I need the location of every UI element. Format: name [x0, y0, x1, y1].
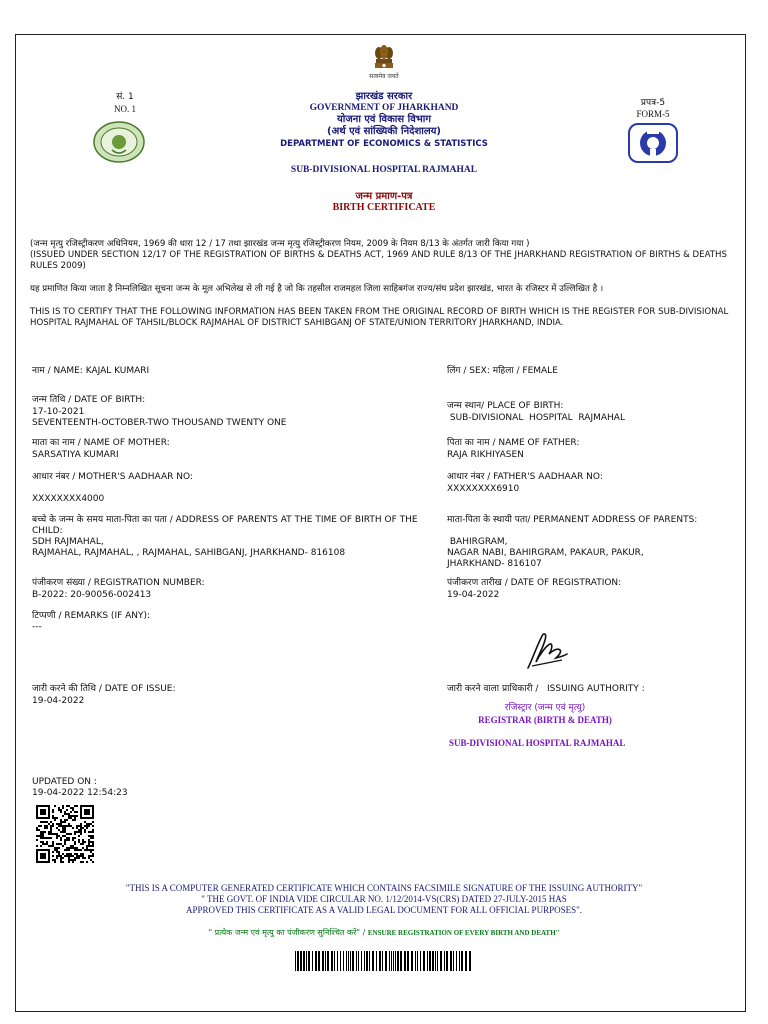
- father-name-label: पिता का नाम / NAME OF FATHER:: [447, 438, 580, 448]
- hospital-name: SUB-DIVISIONAL HOSPITAL RAJMAHAL: [290, 165, 478, 175]
- emblem-motto: सत्यमेव जयते: [369, 73, 399, 80]
- slogan-hindi: " प्रत्येक जन्म एवं मृत्यु का पंजीकरण सुनिश्चित करें" /: [208, 928, 366, 937]
- permanent-address-line3: JHARKHAND- 816107: [447, 559, 542, 569]
- footer-line-1: "THIS IS A COMPUTER GENERATED CERTIFICATE WHICH CONTAINS FACSIMILE SIGNATURE OF THE ISSUING AUTHORITY": [125, 883, 643, 893]
- address-birth-label: बच्चे के जन्म के समय माता-पिता का पता / ADDRESS OF PARENTS AT THE TIME OF BIRTH OF THE CHILD:: [32, 515, 418, 536]
- updated-on-label: UPDATED ON :: [32, 777, 97, 787]
- father-name-value: RAJA RIKHIYASEN: [447, 450, 524, 460]
- remarks-label: टिप्पणी / REMARKS (IF ANY):: [32, 611, 151, 621]
- date-of-registration-label: पंजीकरण तारीख / DATE OF REGISTRATION:: [447, 578, 622, 588]
- permanent-address-label: माता-पिता के स्थायी पता/ PERMANENT ADDRESS OF PARENTS:: [447, 515, 698, 525]
- address-birth-line2: RAJMAHAL, RAJMAHAL, , RAJMAHAL, SAHIBGANJ, JHARKHAND- 816108: [32, 548, 346, 558]
- registrar-hindi: रजिस्ट्रार (जन्म एवं मृत्यु): [504, 703, 586, 713]
- gov-english: GOVERNMENT OF JHARKHAND: [309, 103, 459, 113]
- footer-line-3: APPROVED THIS CERTIFICATE AS A VALID LEGAL DOCUMENT FOR ALL OFFICIAL PURPOSES".: [185, 905, 583, 915]
- national-emblem-icon: [371, 44, 397, 76]
- dept-english: DEPARTMENT OF ECONOMICS & STATISTICS: [280, 139, 488, 149]
- registration-number-label: पंजीकरण संख्या / REGISTRATION NUMBER:: [32, 578, 205, 588]
- slogan: [20, 927, 748, 939]
- form-hindi: प्रपत्र-5: [640, 98, 666, 108]
- mother-name-label: माता का नाम / NAME OF MOTHER:: [32, 438, 170, 448]
- title-hindi: जन्म प्रमाण-पत्र: [355, 191, 413, 202]
- no-english: NO. 1: [114, 104, 136, 114]
- jharkhand-seal-icon: [92, 120, 146, 164]
- no-hindi: सं. 1: [116, 92, 134, 102]
- place-of-birth-value: SUB-DIVISIONAL HOSPITAL RAJMAHAL: [447, 413, 625, 423]
- date-of-registration-value: 19-04-2022: [447, 590, 500, 600]
- gov-hindi: झारखंड सरकार: [355, 91, 413, 102]
- date-of-issue-label: जारी करने की तिथि / DATE OF ISSUE:: [32, 684, 176, 694]
- title-english: BIRTH CERTIFICATE: [332, 202, 436, 213]
- updated-on-value: 19-04-2022 12:54:23: [32, 788, 128, 798]
- address-birth-line1: SDH RAJMAHAL,: [32, 537, 104, 547]
- permanent-address-line2: NAGAR NABI, BAHIRGRAM, PAKAUR, PAKUR,: [447, 548, 644, 558]
- certify-english: THIS IS TO CERTIFY THAT THE FOLLOWING INFORMATION HAS BEEN TAKEN FROM THE ORIGINAL RECORD OF BIRTH WHICH IS THE REGISTER FOR SUB-DIVISIONAL HOSPITAL RAJMAHAL OF TAHSIL/BLOCK RAJMAHAL OF DISTRICT SAHIBGANJ OF STATE/UNION TERRITORY JHARKHAND, INDIA.: [30, 307, 729, 328]
- dept-hindi-1: योजना एवं विकास विभाग: [336, 114, 432, 125]
- certify-hindi: यह प्रमाणित किया जाता है निम्नलिखित सूचना जन्म के मूल अभिलेख से ली गई है जो कि तहसील राजमहल जिला साहिबगंज राज्य/संघ प्रदेश झारखंड, भारत के रजिस्टर में उल्लिखित है ।: [30, 284, 604, 294]
- date-of-issue-value: 19-04-2022: [32, 696, 85, 706]
- name-field: नाम / NAME: KAJAL KUMARI: [32, 366, 150, 376]
- signature-icon: [522, 626, 570, 674]
- remarks-value: ---: [32, 622, 42, 632]
- father-aadhaar-label: आधार नंबर / FATHER'S AADHAAR NO:: [447, 472, 603, 482]
- sex-field: लिंग / SEX: महिला / FEMALE: [447, 366, 558, 376]
- father-aadhaar-value: XXXXXXXX6910: [447, 484, 520, 494]
- issuing-authority-label: जारी करने वाला प्राधिकारी / ISSUING AUTHORITY :: [447, 684, 645, 694]
- crs-logo-icon: [628, 123, 678, 163]
- dob-value: 17-10-2021: [32, 407, 85, 417]
- barcode-icon: [295, 951, 473, 971]
- act-hindi: (जन्म मृत्यु रजिस्ट्रीकरण अधिनियम, 1969 की धारा 12 / 17 तथा झारखंड जन्म मृत्यु रजिस्ट्रीकरण नियम, 2009 के नियम 8/13 के अंतर्गत जारी किया गया ): [30, 239, 530, 249]
- place-of-birth-label: जन्म स्थान/ PLACE OF BIRTH:: [447, 401, 564, 411]
- registrar-english: REGISTRAR (BIRTH & DEATH): [478, 715, 612, 725]
- qr-code-icon: [36, 805, 94, 863]
- dob-words: SEVENTEENTH-OCTOBER-TWO THOUSAND TWENTY ONE: [32, 418, 287, 428]
- permanent-address-line1: BAHIRGRAM,: [447, 537, 508, 547]
- mother-aadhaar-value: XXXXXXXX4000: [32, 494, 105, 504]
- mother-aadhaar-label: आधार नंबर / MOTHER'S AADHAAR NO:: [32, 472, 193, 482]
- dob-label: जन्म तिथि / DATE OF BIRTH:: [32, 395, 146, 405]
- footer-line-2: " THE GOVT. OF INDIA VIDE CIRCULAR NO. 1/12/2014-VS(CRS) DATED 27-JULY-2015 HAS: [201, 894, 567, 904]
- slogan-english: ENSURE REGISTRATION OF EVERY BIRTH AND DEATH": [367, 929, 560, 937]
- registration-number-value: B-2022: 20-90056-002413: [32, 590, 152, 600]
- authority-hospital: SUB-DIVISIONAL HOSPITAL RAJMAHAL: [449, 738, 626, 748]
- dept-hindi-2: (अर्थ एवं सांख्यिकी निदेशालय): [327, 126, 441, 137]
- form-english: FORM-5: [636, 109, 670, 119]
- act-english: (ISSUED UNDER SECTION 12/17 OF THE REGISTRATION OF BIRTHS & DEATHS ACT, 1969 AND RULE 8/13 OF THE JHARKHAND REGISTRATION OF BIRTHS & DEATHS RULES 2009): [30, 250, 727, 271]
- mother-name-value: SARSATIYA KUMARI: [32, 450, 119, 460]
